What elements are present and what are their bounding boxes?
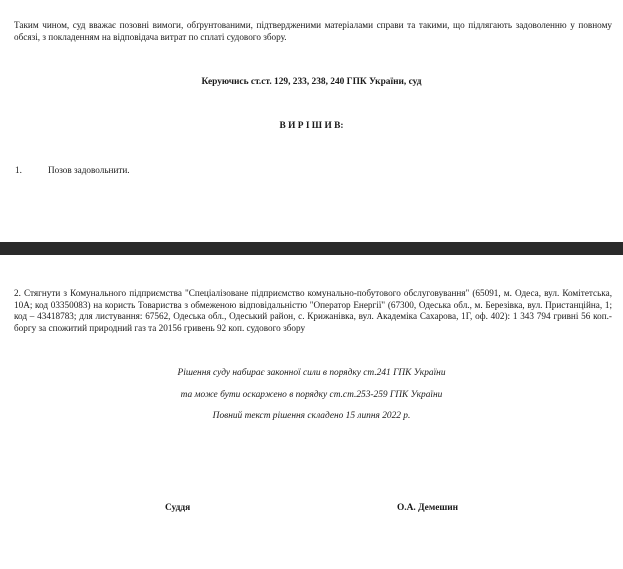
signature-name: О.А. Демешин <box>397 503 459 513</box>
decision-heading: В И Р І Ш И В: <box>279 121 344 131</box>
note-full-text-date: Повний текст рішення складено 15 липня 2022 р. <box>212 411 411 421</box>
item-text: Позов задовольнити. <box>48 165 130 175</box>
item-two-paragraph: 2. Стягнути з Комунального підприємства "Спеціалізоване підприємство комунально-побутового обслуговування" (65091, м. Одеса, вул. Комітетська, 10А; код 03350083) на користь Товариства з обмеженою відповідальністю "Оператор Енергії" (67300, Одеська обл., м. Березівка, вул. Пристанційна, 1; код – 43418783; для листування: 67562, Одеська обл., Одеський район, с. Крижанівка, вул. Академіка Сахарова, 1Г, оф. 402): 1 343 794 гривні 56 коп.- боргу за спожитий природний газ та 20156 гривень 92 коп. судового збору <box>14 288 612 333</box>
note-appeal: та може бути оскаржено в порядку ст.ст.253-259 ГПК України <box>180 390 443 400</box>
page-divider <box>0 242 623 255</box>
item-number: 1. <box>15 165 22 175</box>
legal-basis-line: Керуючись ст.ст. 129, 233, 238, 240 ГПК України, суд <box>201 77 422 87</box>
signature-role: Суддя <box>165 503 191 513</box>
intro-paragraph: Таким чином, суд вважає позовні вимоги, обґрунтованими, підтвердженими матеріалами справи та такими, що підлягають задоволенню у повному обсязі, з покладенням на відповідача витрат по сплаті судового збору. <box>14 20 612 42</box>
note-legal-force: Рішення суду набирає законної сили в порядку ст.241 ГПК України <box>177 368 446 378</box>
